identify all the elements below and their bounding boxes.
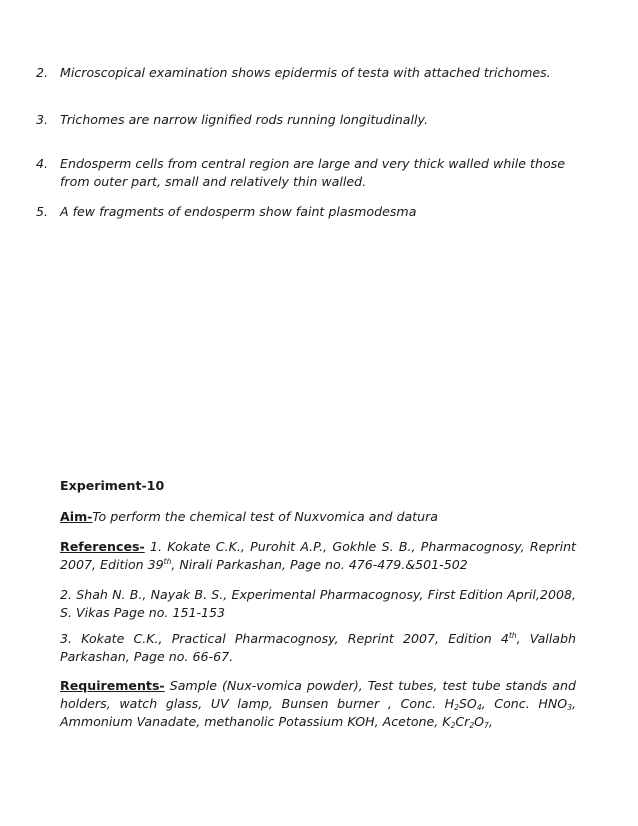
subscript: 2 xyxy=(454,703,459,712)
reference-3-cont: , Vallabh Parkashan, Page no. 66-67. xyxy=(60,631,577,664)
requirements-paragraph xyxy=(60,677,576,731)
aim-paragraph xyxy=(60,508,576,526)
subscript: 2 xyxy=(469,721,475,730)
list-number: 2. xyxy=(36,65,49,80)
list-text: Microscopical examination shows epidermis of testa with attached trichomes. xyxy=(60,65,551,80)
list-number: 4. xyxy=(36,156,49,171)
list-number: 5. xyxy=(36,204,49,219)
reference-3: 3. Kokate C.K., Practical Pharmacognosy, Reprint 2007, Edition 4 xyxy=(60,631,509,646)
list-text: A few fragments of endosperm show faint plasmodesma xyxy=(60,204,417,219)
formula-part: Cr xyxy=(455,714,470,729)
requirements-text: , Ammonium Vanadate, methanolic Potassium KOH, Acetone, K xyxy=(60,696,576,729)
reference-1: 1. Kokate C.K., Purohit A.P., Gokhle S. B., Pharmacognosy, Reprint 2007, Edition 39 xyxy=(60,539,576,572)
references-label: References- xyxy=(60,539,145,554)
reference-2: 2. Shah N. B., Nayak B. S., Experimental Pharmacognosy, First Edition April,2008, S. Vikas Page no. 151-153 xyxy=(60,587,576,620)
requirements-label: Requirements- xyxy=(60,678,165,693)
list-text: Endosperm cells from central region are large and very thick walled while those from outer part, small and relatively thin walled. xyxy=(60,156,565,189)
subscript: 2 xyxy=(450,721,456,730)
aim-label: Aim- xyxy=(60,509,93,524)
superscript: th xyxy=(163,557,172,566)
reference-3-paragraph xyxy=(60,630,576,666)
formula-part: O xyxy=(474,714,485,729)
reference-1-cont: , Nirali Parkashan, Page no. 476-479.&501-502 xyxy=(171,557,468,572)
requirements-text: Sample (Nux-vomica powder), Test tubes, test tube stands and holders, watch glass, UV lamp, Bunsen burner , Conc. H xyxy=(60,678,576,711)
experiment-heading: Experiment-10 xyxy=(60,478,165,493)
references-paragraph xyxy=(60,538,576,574)
list-text: Trichomes are narrow lignified rods running longitudinally. xyxy=(60,112,428,127)
superscript: th xyxy=(508,631,517,640)
aim-text: To perform the chemical test of Nuxvomica and datura xyxy=(92,509,438,524)
requirements-text: , xyxy=(488,714,493,729)
subscript: 7 xyxy=(484,721,489,730)
subscript: 3 xyxy=(567,703,572,712)
formula-part: SO xyxy=(458,696,477,711)
requirements-text: , Conc. HNO xyxy=(481,696,568,711)
subscript: 4 xyxy=(476,703,482,712)
list-number: 3. xyxy=(36,112,49,127)
